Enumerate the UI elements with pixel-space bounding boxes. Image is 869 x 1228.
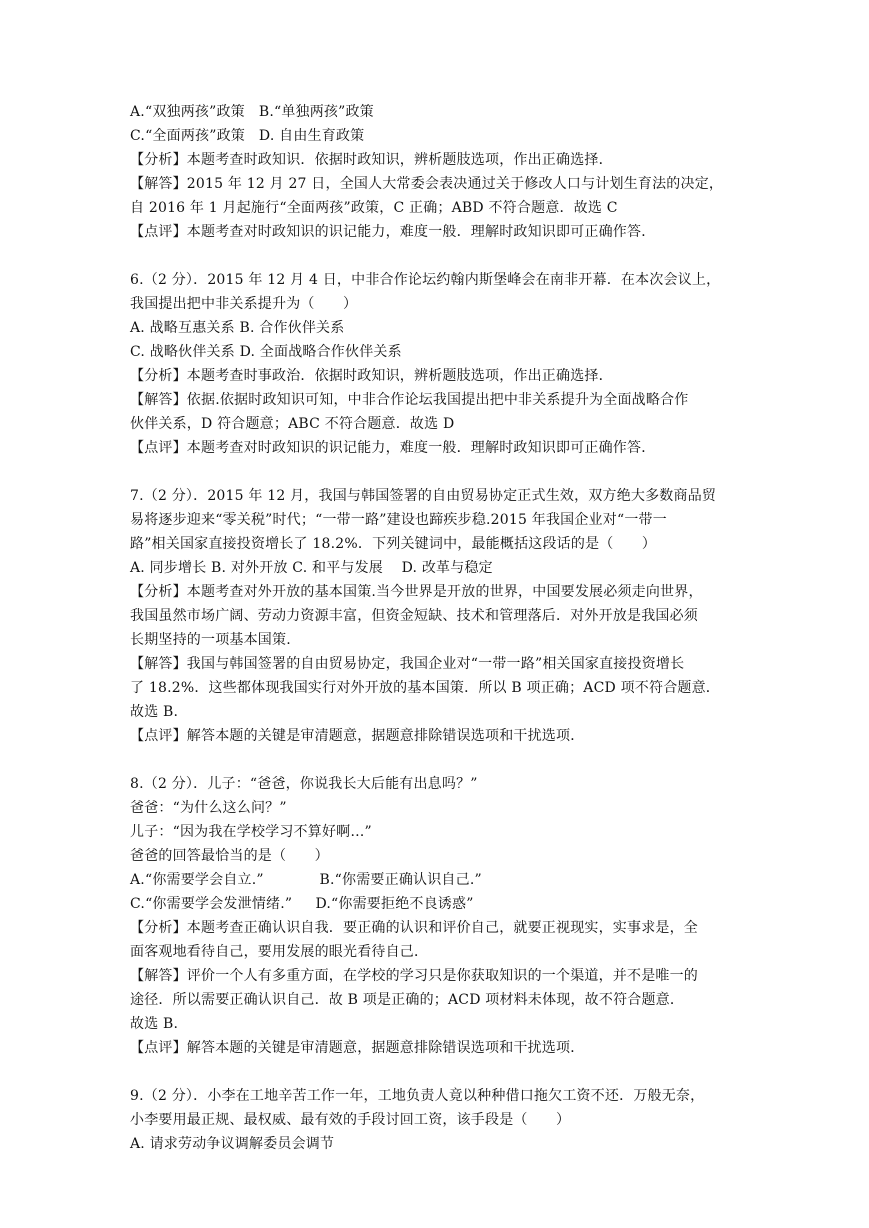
question-7-line: 易将逐步迎来“零关税”时代；“一带一路”建设也蹄疾步稳.2015 年我国企业对“一带一 [130, 512, 667, 528]
answer-line: 途径．所以需要正确认识自己．故 B 项是正确的；ACD 项材料未体现，故不符合题意． [130, 992, 685, 1008]
question-8-line: 8.（2 分）．儿子：“爸爸，你说我长大后能有出息吗？” [130, 776, 478, 792]
question-9-line: 9.（2 分）．小李在工地辛苦工作一年，工地负责人竟以种种借口拖欠工资不还．万般无奈， [130, 1088, 705, 1104]
analysis-line: 【分析】本题考查时政知识．依据时政知识，辨析题肢选项，作出正确选择． [130, 152, 613, 168]
analysis-line: 我国虽然市场广阔、劳动力资源丰富，但资金短缺、技术和管理落后．对外开放是我国必须 [130, 608, 698, 624]
question-8-line: 爸爸：“为什么这么问？” [130, 800, 287, 816]
answer-line: 【解答】评价一个人有多重方面，在学校的学习只是你获取知识的一个渠道，并不是唯一的 [130, 968, 698, 984]
question-7-line: 路”相关国家直接投资增长了 18.2%．下列关键词中，最能概括这段话的是（ ） [130, 536, 657, 552]
question-6-line: 6.（2 分）．2015 年 12 月 4 日，中非合作论坛约翰内斯堡峰会在南非开幕．在本次会议上， [130, 272, 721, 288]
answer-line: 【解答】我国与韩国签署的自由贸易协定，我国企业对“一带一路”相关国家直接投资增长 [130, 656, 685, 672]
comment-line: 【点评】本题考查对时政知识的识记能力，难度一般．理解时政知识即可正确作答． [130, 440, 656, 456]
option-line: C. 战略伙伴关系 D. 全面战略合作伙伴关系 [130, 344, 402, 360]
comment-line: 【点评】解答本题的关键是审清题意，据题意排除错误选项和干扰选项． [130, 1040, 585, 1056]
question-8-line: 儿子：“因为我在学校学习不算好啊…” [130, 824, 372, 840]
analysis-line: 【分析】本题考查时事政治．依据时政知识，辨析题肢选项，作出正确选择． [130, 368, 613, 384]
analysis-line: 长期坚持的一项基本国策. [130, 632, 291, 648]
blank-line [130, 244, 740, 268]
answer-line: 自 2016 年 1 月起施行“全面两孩”政策，C 正确；ABD 不符合题意．故选 C [130, 200, 618, 216]
answer-line: 伙伴关系，D 符合题意；ABC 不符合题意．故选 D [130, 416, 455, 432]
question-6-line: 我国提出把中非关系提升为（ ） [130, 296, 358, 312]
question-7-line: 7.（2 分）．2015 年 12 月，我国与韩国签署的自由贸易协定正式生效，双方绝大多数商品贸 [130, 488, 717, 504]
answer-line: 【解答】2015 年 12 月 27 日，全国人大常委会表决通过关于修改人口与计划生育法的决定， [130, 176, 724, 192]
blank-line [130, 748, 740, 772]
blank-line [130, 460, 740, 484]
question-8-line: 爸爸的回答最恰当的是（ ） [130, 848, 329, 864]
option-line: A. 请求劳动争议调解委员会调节 [130, 1136, 335, 1152]
option-line: C.“全面两孩”政策 D. 自由生育政策 [130, 128, 365, 144]
analysis-line: 【分析】本题考查正确认识自我．要正确的认识和评价自己，就要正视现实，实事求是，全 [130, 920, 698, 936]
option-line: C.“你需要学会发泄情绪.” D.“你需要拒绝不良诱惑” [130, 896, 474, 912]
comment-line: 【点评】本题考查对时政知识的识记能力，难度一般．理解时政知识即可正确作答． [130, 224, 656, 240]
blank-line [130, 1060, 740, 1084]
question-9-line: 小李要用最正规、最权威、最有效的手段讨回工资，该手段是（ ） [130, 1112, 571, 1128]
document-body [130, 100, 740, 1156]
option-line: A.“双独两孩”政策 B.“单独两孩”政策 [130, 104, 374, 120]
option-line: A. 同步增长 B. 对外开放 C. 和平与发展 D. 改革与稳定 [130, 560, 493, 576]
analysis-line: 【分析】本题考查对外开放的基本国策.当今世界是开放的世界，中国要发展必须走向世界， [130, 584, 703, 600]
answer-line: 故选 B. [130, 704, 179, 720]
answer-line: 【解答】依据.依据时政知识可知，中非合作论坛我国提出把中非关系提升为全面战略合作 [130, 392, 689, 408]
option-line: A.“你需要学会自立.” B.“你需要正确认识自己.” [130, 872, 482, 888]
comment-line: 【点评】解答本题的关键是审清题意，据题意排除错误选项和干扰选项． [130, 728, 585, 744]
analysis-line: 面客观地看待自己，要用发展的眼光看待自己． [130, 944, 429, 960]
option-line: A. 战略互惠关系 B. 合作伙伴关系 [130, 320, 345, 336]
answer-line: 了 18.2%．这些都体现我国实行对外开放的基本国策．所以 B 项正确；ACD 项不符合题意． [130, 680, 721, 696]
answer-line: 故选 B. [130, 1016, 179, 1032]
